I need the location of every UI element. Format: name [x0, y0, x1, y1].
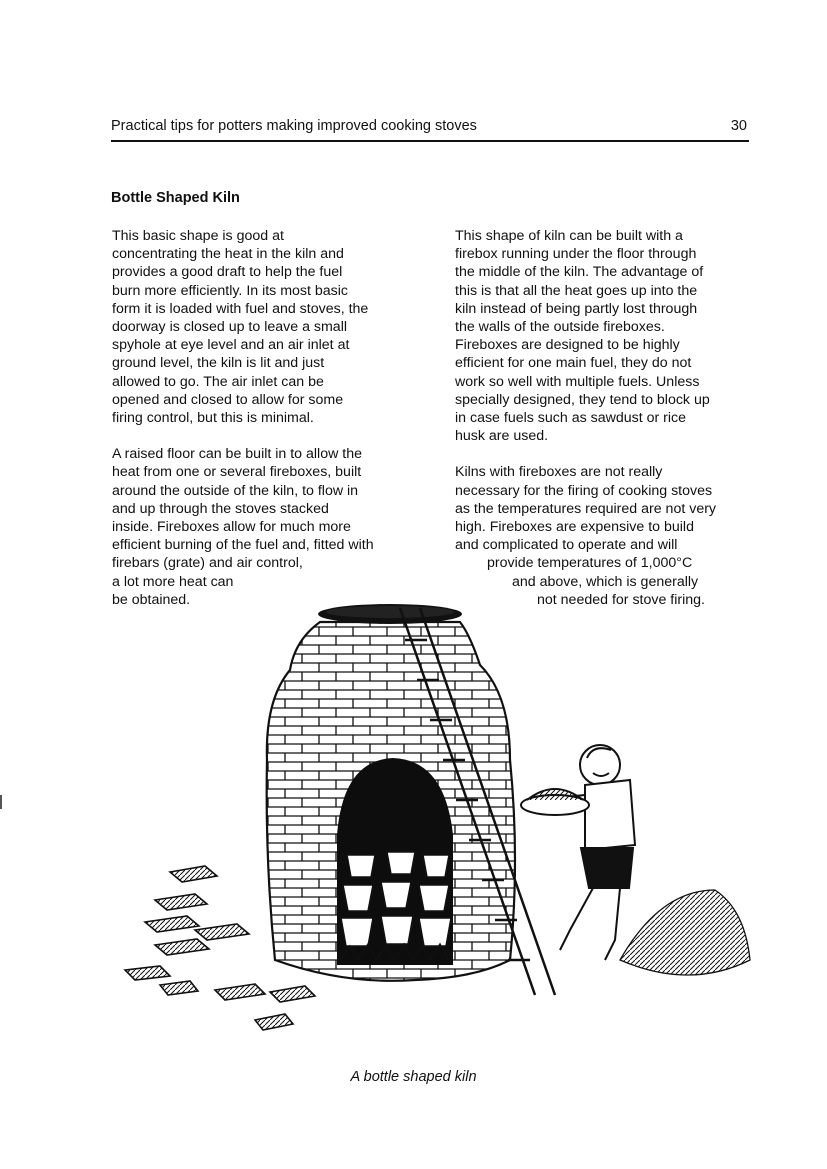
scan-artifact [0, 795, 2, 809]
page-header [111, 118, 749, 142]
text-line: and up through the stoves stacked [112, 500, 329, 517]
rocks [620, 890, 750, 975]
text-line: efficient burning of the fuel and, fitted with [112, 537, 374, 554]
text-line: doorway is closed up to leave a small [112, 319, 348, 336]
text-line: as the temperatures required are not very [455, 500, 717, 517]
stacked-stoves [341, 852, 451, 946]
potter-figure [521, 745, 635, 960]
figure-caption: A bottle shaped kiln [350, 1069, 477, 1085]
text-line: a lot more heat can [112, 573, 234, 590]
text-line: not needed for stove firing. [537, 591, 705, 608]
text-line: the middle of the kiln. The advantage of [455, 264, 704, 281]
text-line: burn more efficiently. In its most basic [112, 282, 349, 299]
text-line: firebars (grate) and air control, [112, 555, 303, 572]
text-line: Kilns with fireboxes are not really [455, 464, 663, 481]
text-line: firing control, but this is minimal. [112, 410, 314, 427]
text-line: necessary for the firing of cooking stoves [455, 482, 713, 499]
text-line: specially designed, they tend to block up [455, 391, 710, 408]
text-line: A raised floor can be built in to allow the [112, 446, 363, 463]
section-title: Bottle Shaped Kiln [111, 190, 240, 206]
text-line: spyhole at eye level and an air inlet at [112, 337, 350, 354]
text-line: Fireboxes are designed to be highly [455, 337, 680, 354]
text-line: and complicated to operate and will [455, 537, 678, 554]
text-line: provides a good draft to help the fuel [112, 264, 343, 281]
text-line: in case fuels such as sawdust or rice [455, 410, 687, 427]
text-line: This basic shape is good at [112, 228, 284, 244]
text-line: high. Fireboxes are expensive to build [455, 519, 694, 536]
text-line: be obtained. [112, 591, 191, 608]
paragraph-left-2 [112, 445, 422, 609]
text-line: this is that all the heat goes up into the [455, 282, 698, 299]
text-line: kiln instead of being partly lost through [455, 300, 698, 317]
text-line: work so well with multiple fuels. Unless [455, 373, 700, 390]
text-line: inside. Fireboxes allow for much more [112, 519, 351, 536]
paragraph-right-1 [455, 227, 755, 445]
text-line: allowed to go. The air inlet can be [112, 373, 324, 390]
text-line: This shape of kiln can be built with a [455, 228, 683, 244]
text-line: heat from one or several fireboxes, built [112, 464, 362, 481]
paragraph-left-1 [112, 227, 422, 427]
text-line: concentrating the heat in the kiln and [112, 246, 344, 263]
paragraph-right-2 [455, 463, 755, 609]
page-number: 30 [730, 118, 747, 134]
text-line: the walls of the outside fireboxes. [455, 319, 665, 336]
left-column [112, 227, 422, 609]
text-line: efficient for one main fuel, they do not [455, 355, 692, 372]
text-line: around the outside of the kiln, to flow in [112, 482, 359, 499]
text-line: ground level, the kiln is lit and just [112, 355, 325, 372]
text-line: husk are used. [455, 428, 549, 445]
bottle-kiln-illustration [115, 600, 765, 1040]
text-line: firebox running under the floor through [455, 246, 697, 263]
header-title: Practical tips for potters making improved cooking stoves [111, 118, 477, 134]
text-line: form it is loaded with fuel and stoves, the [112, 300, 369, 317]
text-line: and above, which is generally [512, 573, 699, 590]
text-line: provide temperatures of 1,000°C [487, 555, 693, 572]
right-column [455, 227, 755, 609]
text-line: opened and closed to allow for some [112, 391, 344, 408]
